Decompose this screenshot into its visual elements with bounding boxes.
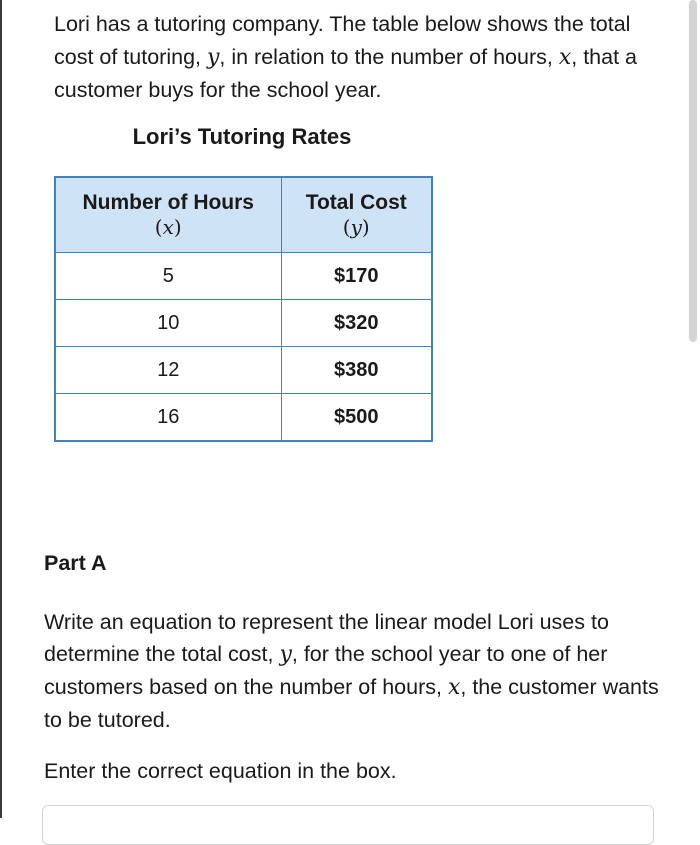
header-cost-label: Total Cost bbox=[305, 191, 407, 214]
table-row bbox=[55, 253, 432, 300]
cost-cell: $170 bbox=[281, 253, 432, 300]
table-row bbox=[55, 394, 432, 442]
scrollbar-thumb[interactable] bbox=[689, 0, 697, 342]
header-hours bbox=[55, 177, 281, 253]
hours-cell: 12 bbox=[55, 347, 281, 394]
table-title: Lori’s Tutoring Rates bbox=[132, 124, 352, 149]
equation-answer-input[interactable] bbox=[42, 805, 654, 845]
intro-text-2: , in relation to the number of hours, bbox=[219, 44, 559, 69]
part-a-title: Part A bbox=[44, 551, 107, 575]
hours-cell: 10 bbox=[55, 300, 281, 347]
header-hours-label: Number of Hours bbox=[82, 191, 254, 214]
intro-paragraph bbox=[54, 8, 674, 107]
table-row bbox=[55, 300, 432, 347]
header-hours-symbol: (x) bbox=[154, 215, 182, 239]
intro-text-1: Lori has a tutoring company. The table below shows the total cost of tutoring, bbox=[54, 12, 631, 69]
table-header-row bbox=[55, 177, 432, 253]
variable-y: y bbox=[206, 44, 220, 70]
cost-cell: $320 bbox=[281, 300, 432, 347]
left-border bbox=[0, 0, 2, 818]
intro-text-3: , that a customer buys for the school year. bbox=[54, 44, 637, 102]
variable-y: y bbox=[279, 642, 292, 667]
prompt-text-2: , for the school year to one of her customers based on the number of hours, bbox=[44, 642, 608, 699]
prompt-text-3: , the customer wants to be tutored. bbox=[44, 675, 659, 732]
hours-cell: 5 bbox=[55, 253, 281, 300]
cost-cell: $500 bbox=[281, 394, 432, 442]
part-a-instruction: Enter the correct equation in the box. bbox=[44, 759, 397, 783]
header-cost bbox=[281, 177, 432, 253]
tutoring-rates-table bbox=[54, 176, 433, 442]
part-a-prompt bbox=[44, 606, 664, 736]
hours-cell: 16 bbox=[55, 394, 281, 442]
header-cost-symbol: (y) bbox=[342, 215, 370, 239]
table-row bbox=[55, 347, 432, 394]
prompt-text-1: Write an equation to represent the linear model Lori uses to determine the total cost, bbox=[44, 610, 609, 666]
variable-x: x bbox=[447, 675, 461, 700]
variable-x: x bbox=[558, 44, 572, 70]
cost-cell: $380 bbox=[281, 347, 432, 394]
